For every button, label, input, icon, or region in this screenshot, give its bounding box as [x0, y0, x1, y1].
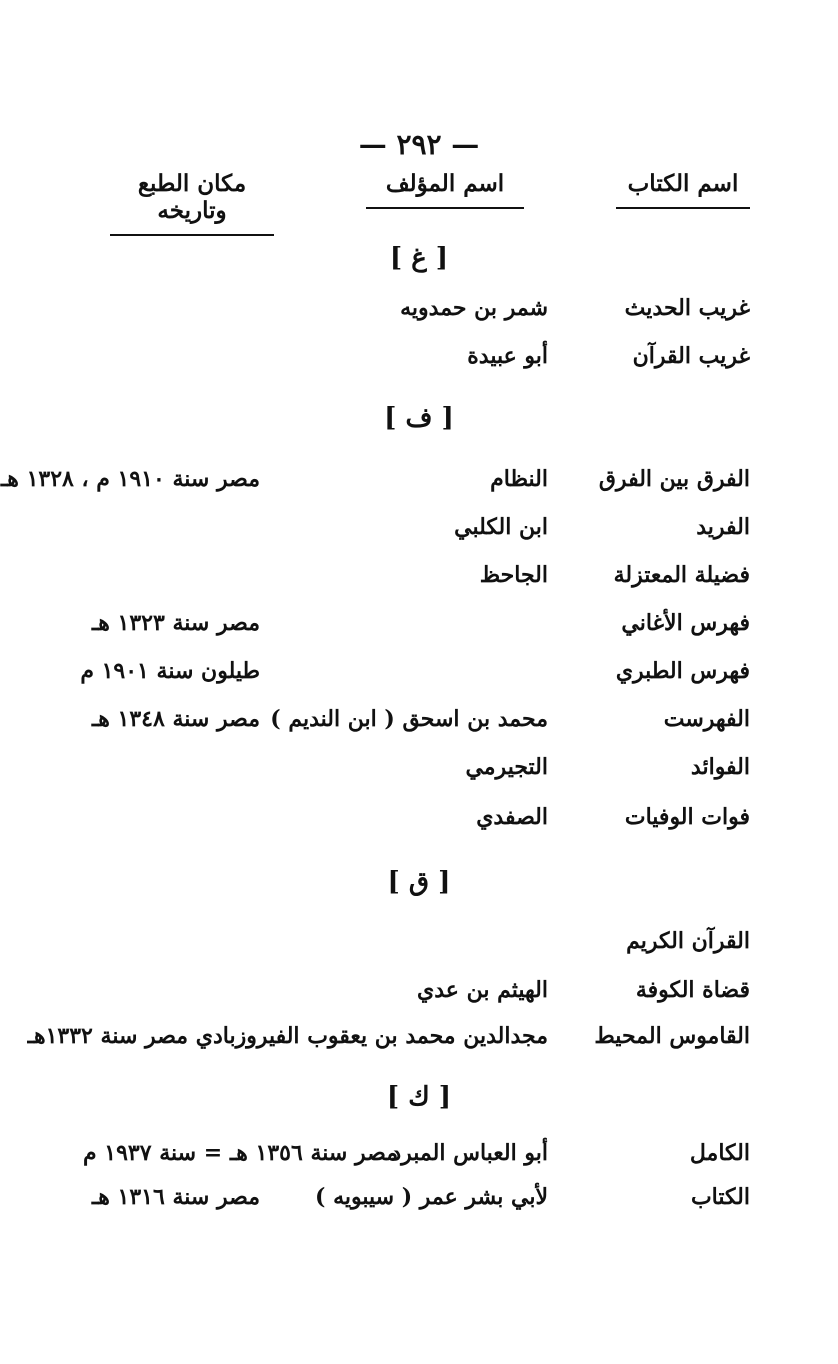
column-header-print-place-date: مكان الطبع وتاريخه [110, 170, 274, 236]
table-row [0, 459, 838, 499]
page-number: — ٢٩٢ — [358, 128, 480, 161]
section-letter-qaf: [ ق ] [387, 867, 451, 897]
table-row [0, 797, 838, 837]
book-name: القاموس المحيط [594, 1023, 750, 1049]
table-row [0, 970, 838, 1010]
print-place-date: مصر سنة ١٣٤٨ هـ [91, 706, 260, 732]
table-row [0, 1177, 838, 1217]
section-letter-kaf: [ ك ] [386, 1082, 452, 1112]
book-name: قضاة الكوفة [635, 977, 750, 1003]
book-name: الكامل [689, 1140, 750, 1166]
table-row [0, 1016, 838, 1056]
author-name: الصفدي [476, 804, 548, 830]
author-name: النظام [490, 466, 548, 492]
author-name: شمر بن حمدويه [400, 295, 548, 321]
table-row [0, 603, 838, 643]
table-row [0, 921, 838, 961]
print-place-date: مصر سنة ١٩١٠ م ، ١٣٢٨ هـ [0, 466, 260, 492]
table-row [0, 651, 838, 691]
book-name: فضيلة المعتزلة [613, 562, 750, 588]
book-name: غريب الحديث [624, 295, 750, 321]
book-name: فوات الوفيات [624, 804, 750, 830]
author-name: مجدالدين محمد بن يعقوب الفيروزبادي مصر سنة ١٣٣٢هـ [27, 1023, 548, 1049]
book-name: فهرس الطبري [615, 658, 750, 684]
author-name: لأبي بشر عمر ( سيبويه ) [315, 1184, 548, 1210]
print-place-date: مصر سنة ١٣٢٣ هـ [91, 610, 260, 636]
print-place-date: مصر سنة ١٣٥٦ هـ = سنة ١٩٣٧ م [83, 1140, 398, 1166]
table-row [0, 336, 838, 376]
table-row [0, 699, 838, 739]
book-name: الفريد [696, 514, 750, 540]
author-name: محمد بن اسحق ( ابن النديم ) [270, 706, 548, 732]
table-row [0, 747, 838, 787]
author-name: أبو العباس المبرد [391, 1140, 548, 1166]
book-name: الفرق بين الفرق [598, 466, 750, 492]
column-header-author-name: اسم المؤلف [366, 170, 524, 209]
table-row [0, 555, 838, 595]
table-row [0, 507, 838, 547]
section-letter-fa: [ ف ] [384, 403, 454, 433]
column-header-book-name: اسم الكتاب [616, 170, 750, 209]
book-name: الفهرست [663, 706, 750, 732]
author-name: أبو عبيدة [467, 343, 548, 369]
book-name: غريب القرآن [632, 343, 750, 369]
section-letter-ghain: [ غ ] [389, 243, 449, 273]
table-row [0, 1133, 838, 1173]
table-row [0, 288, 838, 328]
book-name: فهرس الأغاني [621, 610, 750, 636]
book-name: الكتاب [690, 1184, 750, 1210]
print-place-date: مصر سنة ١٣١٦ هـ [91, 1184, 260, 1210]
author-name: الجاحظ [479, 562, 548, 588]
author-name: التجيرمي [465, 754, 548, 780]
book-name: القرآن الكريم [626, 928, 750, 954]
author-name: الهيثم بن عدي [417, 977, 548, 1003]
book-name: الفوائد [690, 754, 750, 780]
print-place-date: طيلون سنة ١٩٠١ م [80, 658, 260, 684]
author-name: ابن الكلبي [454, 514, 548, 540]
